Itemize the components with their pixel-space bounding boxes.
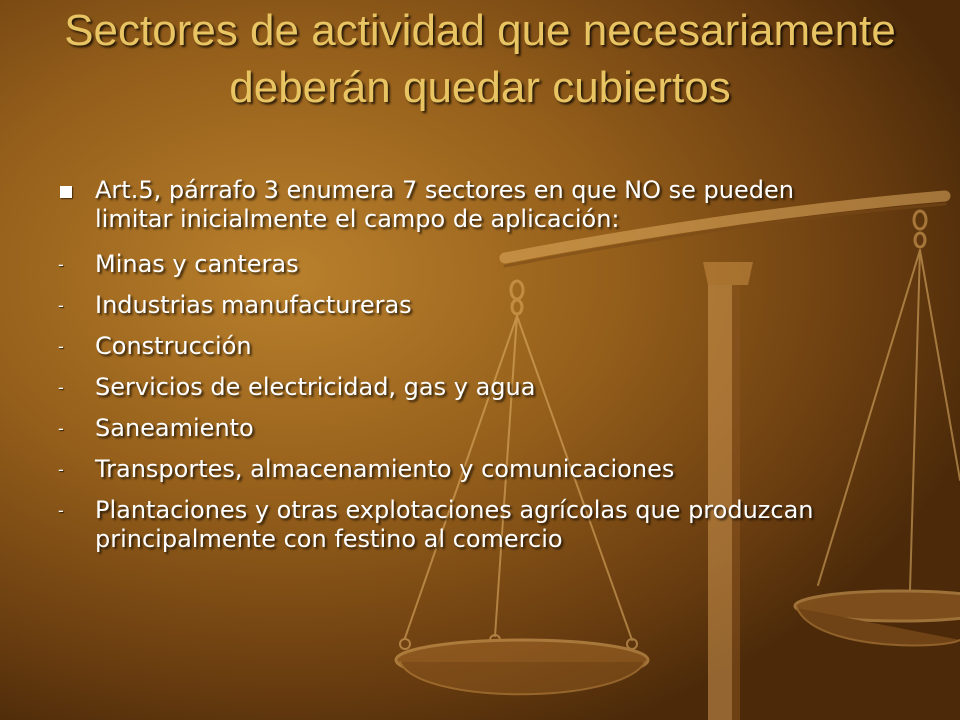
- list-item: - Industrias manufactureras: [58, 291, 412, 319]
- list-item: - Construcción: [58, 332, 252, 360]
- lead-text: Art.5, párrafo 3 enumera 7 sectores en que NO se pueden limitar inicialmente el campo de aplicación:: [95, 176, 794, 233]
- dash-bullet-icon: -: [58, 378, 64, 397]
- dash-bullet-icon: -: [58, 296, 64, 315]
- slide-title: Sectores de actividad que necesariamente deberán quedar cubiertos: [64, 6, 896, 112]
- list-item: - Transportes, almacenamiento y comunicaciones: [58, 455, 675, 483]
- list-item: - Servicios de electricidad, gas y agua: [58, 373, 536, 401]
- dash-bullet-icon: -: [58, 337, 64, 356]
- slide-body: [58, 176, 858, 566]
- list-item: - Saneamiento: [58, 414, 254, 442]
- dash-bullet-icon: -: [58, 255, 64, 274]
- dash-bullet-icon: -: [58, 460, 64, 479]
- dash-bullet-icon: -: [58, 419, 64, 438]
- lead-bullet-point: [58, 176, 858, 234]
- dash-bullet-icon: -: [58, 501, 64, 520]
- list-item: - Minas y canteras: [58, 250, 299, 278]
- square-bullet-icon: [60, 186, 72, 198]
- sector-list: [58, 250, 858, 554]
- list-item: - Plantaciones y otras explotaciones agrícolas que produzcan principalmente con festino al comercio: [58, 496, 814, 553]
